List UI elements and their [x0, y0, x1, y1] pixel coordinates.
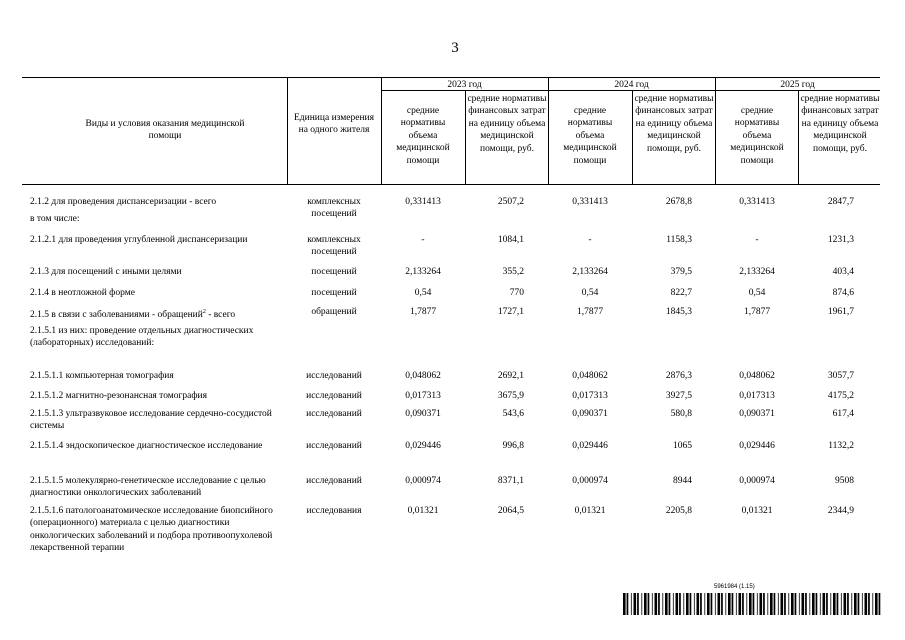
barcode-number: 5961984 (1.15): [714, 584, 755, 590]
barcode-bar: [820, 593, 821, 615]
barcode-bar: [799, 593, 800, 615]
barcode-bar: [715, 593, 716, 615]
row-volume-2023: 0,54: [414, 288, 432, 298]
row-cost-2023: 3675,9: [497, 391, 524, 401]
row-cost-2025: 2847,7: [827, 197, 854, 207]
barcode-bar: [694, 593, 695, 615]
row-volume-2025: 1,7877: [743, 307, 771, 317]
row-name: 2.1.5.1.1 компьютерная томография: [30, 371, 174, 381]
barcode-bar: [784, 593, 786, 615]
header-unit: Единица измерения на одного жителя: [294, 113, 374, 136]
row-volume-2023: -: [421, 235, 425, 245]
barcode-bar: [802, 593, 805, 615]
barcode-bar: [875, 593, 878, 615]
row-volume-2025: -: [755, 235, 759, 245]
row-volume-2024: 0,01321: [574, 506, 606, 516]
barcode-image: [623, 593, 881, 615]
header-year-2025: 2025 год: [780, 80, 815, 90]
row-volume-2023: 0,331413: [405, 197, 441, 207]
barcode-bar: [879, 593, 881, 615]
row-volume-2024: 0,017313: [572, 391, 608, 401]
row-volume-2023: 1,7877: [409, 307, 437, 317]
row-cost-2025: 2344,9: [827, 506, 854, 516]
row-cost-2025: 617,4: [832, 409, 854, 419]
row-unit: исследований: [306, 476, 362, 486]
barcode-bar: [749, 593, 752, 615]
table-header-bottom-rule: [22, 184, 880, 185]
barcode-bar: [728, 593, 731, 615]
row-cost-2023: 2064,5: [497, 506, 524, 516]
barcode-bar: [823, 593, 826, 615]
header-year-2023: 2023 год: [447, 80, 482, 90]
barcode-bar: [739, 593, 742, 615]
barcode-bar: [862, 593, 863, 615]
row-cost-2024: 2205,8: [665, 506, 692, 516]
barcode-bar: [673, 593, 674, 615]
barcode-bar: [757, 593, 758, 615]
barcode-bar: [707, 593, 710, 615]
row-volume-2025: 0,048062: [739, 371, 775, 381]
row-name: 2.1.5.1.4 эндоскопическое диагностическое исследование: [30, 441, 263, 451]
row-name: 2.1.4 в неотложной форме: [30, 288, 135, 298]
row-cost-2025: 1231,3: [827, 235, 854, 245]
row-cost-2024: 8944: [673, 476, 692, 486]
row-name: в том числе:: [30, 214, 80, 224]
row-cost-2025: 1132,2: [828, 441, 854, 451]
row-name: 2.1.5.1.5 молекулярно-генетическое исследование с целью диагностики онкологических заболеваний: [30, 476, 266, 499]
barcode-bar: [634, 593, 637, 615]
row-cost-2025: 874,6: [832, 288, 854, 298]
row-volume-2023: 0,01321: [407, 506, 439, 516]
row-unit: комплексных посещений: [307, 235, 361, 258]
row-volume-2024: -: [588, 235, 592, 245]
header-type: Виды и условия оказания медицинской помощи: [85, 119, 245, 142]
row-cost-2025: 403,4: [832, 267, 854, 277]
header-cost-2023: средние нормативы финансовых затрат на единицу объема медицинской помощи, руб.: [467, 94, 547, 154]
header-volume-2023: средние нормативы объема медицинской помощи: [396, 106, 450, 166]
row-cost-2024: 379,5: [670, 267, 692, 277]
barcode-bar: [763, 593, 765, 615]
barcode-bar: [658, 593, 660, 615]
row-volume-2023: 0,090371: [405, 409, 441, 419]
row-cost-2025: 3057,7: [827, 371, 854, 381]
barcode-bar: [809, 593, 810, 615]
barcode-bar: [725, 593, 726, 615]
col-divider: [715, 77, 716, 184]
barcode-bar: [679, 593, 681, 615]
barcode-bar: [812, 593, 815, 615]
barcode-bar: [652, 593, 653, 615]
row-unit: исследований: [306, 371, 362, 381]
page-number: 3: [451, 40, 459, 56]
barcode-bar: [816, 593, 818, 615]
row-volume-2023: 2,133264: [405, 267, 441, 277]
row-name: 2.1.5.1.6 патологоанатомическое исследование биопсийного (операционного) материала с целью диагностики онкологических заболеваний и подбора противоопухолевой лекарственной терапии: [30, 506, 273, 554]
row-volume-2025: 2,133264: [739, 267, 775, 277]
barcode-bar: [760, 593, 763, 615]
row-cost-2024: 2876,3: [665, 371, 692, 381]
barcode-bar: [704, 593, 705, 615]
barcode-bar: [665, 593, 668, 615]
row-cost-2023: 8371,1: [497, 476, 524, 486]
barcode-bar: [637, 593, 639, 615]
row-name: 2.1.3 для посещений с иными целями: [30, 267, 182, 277]
barcode-bar: [795, 593, 797, 615]
row-cost-2025: 1961,7: [827, 307, 854, 317]
row-volume-2024: 0,029446: [572, 441, 608, 451]
row-name: 2.1.2.1 для проведения углубленной диспансеризации: [30, 235, 248, 245]
row-unit: исследований: [306, 391, 362, 401]
row-volume-2023: 0,017313: [405, 391, 441, 401]
barcode-bar: [788, 593, 789, 615]
row-name: 2.1.5 в связи с заболеваниями - обращений$^2$ - всего: [30, 309, 236, 321]
header-volume-2024: средние нормативы объема медицинской помощи: [563, 106, 617, 166]
barcode-bar: [623, 593, 626, 615]
barcode-bar: [662, 593, 663, 615]
barcode-bar: [732, 593, 734, 615]
row-cost-2023: 770: [509, 288, 524, 298]
col-divider: [548, 77, 549, 184]
barcode-bar: [844, 593, 847, 615]
barcode-bar: [865, 593, 868, 615]
barcode-bar: [833, 593, 836, 615]
row-name: 2.1.5.1.3 ультразвуковое исследование сердечно-сосудистой системы: [30, 409, 272, 432]
row-volume-2025: 0,54: [748, 288, 766, 298]
row-cost-2024: 1158,3: [666, 235, 692, 245]
barcode-bar: [711, 593, 713, 615]
barcode-bar: [872, 593, 873, 615]
row-cost-2023: 1727,1: [497, 307, 524, 317]
barcode-bar: [641, 593, 642, 615]
row-volume-2025: 0,029446: [739, 441, 775, 451]
barcode-bar: [858, 593, 860, 615]
barcode-bar: [774, 593, 776, 615]
barcode-bar: [631, 593, 632, 615]
barcode-bar: [767, 593, 768, 615]
barcode-bar: [837, 593, 839, 615]
barcode-bar: [627, 593, 629, 615]
row-volume-2024: 1,7877: [576, 307, 604, 317]
row-volume-2024: 0,54: [581, 288, 599, 298]
table-top-rule: [22, 77, 880, 78]
row-cost-2023: 2692,1: [497, 371, 524, 381]
row-unit: исследования: [306, 506, 362, 516]
barcode-bar: [746, 593, 747, 615]
row-volume-2025: 0,017313: [739, 391, 775, 401]
row-volume-2025: 0,000974: [739, 476, 775, 486]
header-cost-2025: средние нормативы финансовых затрат на единицу объема медицинской помощи, руб.: [800, 94, 880, 154]
row-unit: исследований: [306, 409, 362, 419]
row-unit: комплексных посещений: [307, 197, 361, 220]
barcode-bar: [655, 593, 658, 615]
row-cost-2024: 580,8: [670, 409, 692, 419]
row-unit: посещений: [311, 288, 357, 298]
row-volume-2024: 0,000974: [572, 476, 608, 486]
row-cost-2023: 2507,2: [497, 197, 524, 207]
barcode-bar: [718, 593, 721, 615]
row-volume-2024: 0,090371: [572, 409, 608, 419]
row-cost-2023: 355,2: [502, 267, 524, 277]
barcode-bar: [697, 593, 700, 615]
row-cost-2023: 543,6: [502, 409, 524, 419]
row-volume-2023: 0,048062: [405, 371, 441, 381]
barcode-bar: [826, 593, 828, 615]
row-name: 2.1.5.1.2 магнитно-резонансная томография: [30, 391, 208, 401]
barcode-bar: [805, 593, 807, 615]
col-divider: [465, 90, 466, 184]
row-volume-2025: 0,090371: [739, 409, 775, 419]
barcode-bar: [841, 593, 842, 615]
row-cost-2023: 1084,1: [497, 235, 524, 245]
barcode-bar: [686, 593, 689, 615]
barcode-bar: [770, 593, 773, 615]
header-volume-2025: средние нормативы объема медицинской помощи: [730, 106, 784, 166]
row-volume-2023: 0,000974: [405, 476, 441, 486]
row-unit: посещений: [311, 267, 357, 277]
row-volume-2023: 0,029446: [405, 441, 441, 451]
row-cost-2023: 996,8: [502, 441, 524, 451]
barcode-bar: [868, 593, 870, 615]
row-volume-2025: 0,01321: [741, 506, 773, 516]
barcode-bar: [648, 593, 650, 615]
header-year-2024: 2024 год: [614, 80, 649, 90]
row-volume-2024: 2,133264: [572, 267, 608, 277]
row-cost-2024: 3927,5: [665, 391, 692, 401]
year-divider-rule: [381, 90, 880, 91]
barcode-bar: [851, 593, 852, 615]
barcode-bar: [669, 593, 671, 615]
barcode-bar: [781, 593, 784, 615]
barcode-bar: [700, 593, 702, 615]
header-cost-2024: средние нормативы финансовых затрат на единицу объема медицинской помощи, руб.: [634, 94, 714, 154]
row-cost-2024: 1065: [673, 441, 692, 451]
row-unit: обращений: [311, 307, 357, 317]
row-name: 2.1.2 для проведения диспансеризации - всего: [30, 197, 217, 207]
barcode-bar: [791, 593, 794, 615]
barcode-bar: [690, 593, 692, 615]
barcode-bar: [683, 593, 684, 615]
row-cost-2025: 9508: [835, 476, 854, 486]
col-divider: [381, 77, 382, 184]
row-cost-2024: 1845,3: [665, 307, 692, 317]
barcode-bar: [830, 593, 831, 615]
col-divider: [632, 90, 633, 184]
col-divider: [287, 77, 288, 184]
barcode-bar: [753, 593, 755, 615]
barcode-bar: [721, 593, 723, 615]
row-volume-2025: 0,331413: [739, 197, 775, 207]
barcode-bar: [644, 593, 647, 615]
barcode-bar: [778, 593, 779, 615]
barcode-bar: [676, 593, 679, 615]
barcode-bar: [736, 593, 737, 615]
barcode-bar: [847, 593, 849, 615]
barcode-bar: [854, 593, 857, 615]
row-volume-2024: 0,048062: [572, 371, 608, 381]
row-cost-2024: 822,7: [670, 288, 692, 298]
row-unit: исследований: [306, 441, 362, 451]
col-divider: [798, 90, 799, 184]
row-cost-2025: 4175,2: [827, 391, 854, 401]
row-cost-2024: 2678,8: [665, 197, 692, 207]
barcode-bar: [742, 593, 744, 615]
row-name: 2.1.5.1 из них: проведение отдельных диагностических (лабораторных) исследований:: [30, 326, 254, 349]
row-volume-2024: 0,331413: [572, 197, 608, 207]
